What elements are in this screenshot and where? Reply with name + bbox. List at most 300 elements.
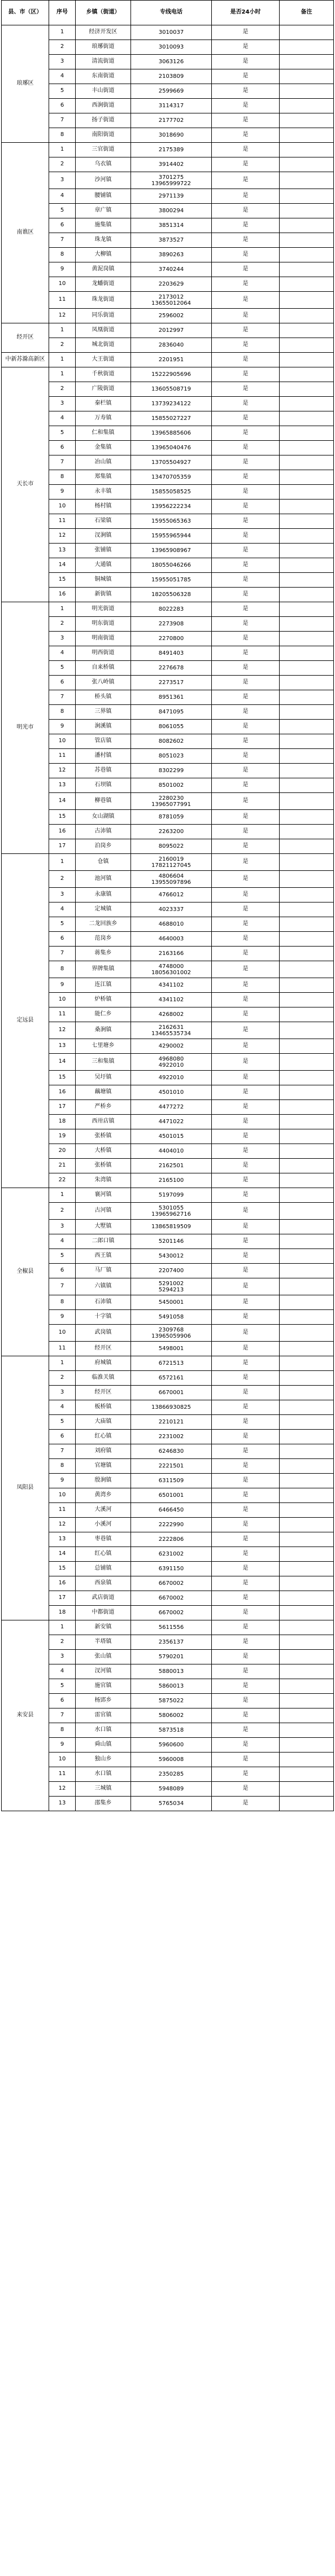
is-24h: 是	[212, 411, 280, 426]
town-name: 严桥乡	[76, 1100, 131, 1115]
phone-cell	[131, 1203, 212, 1220]
is-24h: 是	[212, 793, 280, 810]
phone-cell	[131, 40, 212, 55]
town-name: 苏巷镇	[76, 764, 131, 778]
phone-cell	[131, 218, 212, 233]
table-row	[2, 1620, 334, 1635]
town-name: 黄湾乡	[76, 1488, 131, 1503]
phone-number: 18055046266	[151, 562, 191, 568]
phone-number: 5873518	[158, 1727, 184, 1733]
town-name: 石梁镇	[76, 514, 131, 529]
is-24h: 是	[212, 764, 280, 778]
town-name: 汊涧镇	[76, 529, 131, 544]
phone-number: 6721513	[158, 1360, 184, 1366]
phone-cell	[131, 1708, 212, 1723]
phone-cell	[131, 292, 212, 309]
note-cell	[280, 309, 334, 323]
note-cell	[280, 825, 334, 839]
town-name: 半塔镇	[76, 1635, 131, 1650]
row-index: 14	[49, 1547, 76, 1562]
header-town: 乡镇（街道）	[76, 1, 131, 25]
table-row	[2, 338, 334, 353]
phone-number: 8471095	[158, 709, 184, 715]
table-row	[2, 993, 334, 1007]
phone-number: 8302299	[158, 768, 184, 774]
phone-number: 5806002	[158, 1712, 184, 1719]
phone-cell	[131, 25, 212, 40]
note-cell	[280, 1144, 334, 1159]
phone-number: 5960008	[158, 1756, 184, 1763]
row-index: 6	[49, 1264, 76, 1278]
town-name: 官塘镇	[76, 1459, 131, 1474]
phone-cell	[131, 1007, 212, 1022]
table-row	[2, 1547, 334, 1562]
row-index: 4	[49, 646, 76, 661]
note-cell	[280, 1415, 334, 1430]
table-row	[2, 1115, 334, 1129]
phone-cell	[131, 397, 212, 411]
phone-cell	[131, 1295, 212, 1310]
note-cell	[280, 1591, 334, 1606]
row-index: 4	[49, 1400, 76, 1415]
phone-cell	[131, 113, 212, 128]
is-24h: 是	[212, 1220, 280, 1234]
phone-cell	[131, 705, 212, 720]
is-24h: 是	[212, 40, 280, 55]
is-24h: 是	[212, 1371, 280, 1386]
row-index: 2	[49, 617, 76, 632]
note-cell	[280, 993, 334, 1007]
town-name: 施官镇	[76, 1679, 131, 1694]
phone-number: 6501001	[158, 1492, 184, 1499]
phone-number: 4268002	[158, 1011, 184, 1018]
town-name: 红心镇	[76, 1547, 131, 1562]
table-row	[2, 839, 334, 854]
table-row	[2, 1532, 334, 1547]
table-row	[2, 1039, 334, 1054]
row-index: 8	[49, 470, 76, 485]
is-24h: 是	[212, 1356, 280, 1371]
table-row	[2, 1679, 334, 1694]
row-index: 10	[49, 277, 76, 292]
row-index: 1	[49, 143, 76, 157]
note-cell	[280, 903, 334, 917]
note-cell	[280, 353, 334, 367]
note-cell	[280, 1342, 334, 1356]
table-row	[2, 1518, 334, 1532]
row-index: 13	[49, 1039, 76, 1054]
note-cell	[280, 544, 334, 558]
phone-number: 3010093	[158, 44, 184, 50]
note-cell	[280, 99, 334, 113]
note-cell	[280, 932, 334, 947]
note-cell	[280, 1007, 334, 1022]
town-name: 永丰镇	[76, 485, 131, 500]
is-24h: 是	[212, 382, 280, 397]
is-24h: 是	[212, 917, 280, 932]
phone-cell	[131, 573, 212, 588]
town-name: 总铺镇	[76, 1562, 131, 1576]
table-row	[2, 1650, 334, 1664]
row-index: 1	[49, 367, 76, 382]
row-index: 2	[49, 871, 76, 888]
table-row	[2, 367, 334, 382]
is-24h: 是	[212, 1415, 280, 1430]
is-24h: 是	[212, 1694, 280, 1708]
phone-cell	[131, 1325, 212, 1342]
table-row	[2, 646, 334, 661]
note-cell	[280, 661, 334, 676]
row-index: 16	[49, 1085, 76, 1100]
table-row	[2, 113, 334, 128]
phone-number: 3873527	[158, 237, 184, 243]
phone-cell	[131, 690, 212, 705]
is-24h: 是	[212, 1295, 280, 1310]
note-cell	[280, 441, 334, 455]
table-row	[2, 1173, 334, 1188]
table-row	[2, 397, 334, 411]
note-cell	[280, 1635, 334, 1650]
is-24h: 是	[212, 172, 280, 189]
phone-cell	[131, 810, 212, 825]
town-name: 邵集乡	[76, 1797, 131, 1811]
table-row	[2, 749, 334, 764]
phone-cell	[131, 1518, 212, 1532]
town-name: 腰铺镇	[76, 189, 131, 204]
town-name: 乌衣镇	[76, 157, 131, 172]
table-row	[2, 810, 334, 825]
note-cell	[280, 602, 334, 617]
note-cell	[280, 277, 334, 292]
phone-number: 15855058525	[151, 489, 191, 495]
note-cell	[280, 617, 334, 632]
phone-cell	[131, 978, 212, 993]
town-name: 沙河镇	[76, 172, 131, 189]
row-index: 10	[49, 1325, 76, 1342]
note-cell	[280, 793, 334, 810]
town-name: 藕塘镇	[76, 1085, 131, 1100]
phone-number: 6466450	[158, 1507, 184, 1513]
town-name: 清流街道	[76, 55, 131, 69]
row-index: 8	[49, 128, 76, 143]
note-cell	[280, 588, 334, 602]
phone-number: 2221501	[158, 1463, 184, 1469]
is-24h: 是	[212, 1650, 280, 1664]
town-name: 十字镇	[76, 1310, 131, 1325]
phone-number: 2201951	[158, 357, 184, 363]
phone-number: 6670002	[158, 1580, 184, 1587]
table-row	[2, 705, 334, 720]
phone-cell	[131, 854, 212, 871]
is-24h: 是	[212, 84, 280, 99]
row-index: 9	[49, 1474, 76, 1488]
is-24h: 是	[212, 1129, 280, 1144]
phone-cell	[131, 917, 212, 932]
town-name: 小溪河	[76, 1518, 131, 1532]
phone-number: 13965885606	[151, 430, 191, 436]
phone-cell	[131, 99, 212, 113]
phone-cell	[131, 617, 212, 632]
is-24h: 是	[212, 1310, 280, 1325]
is-24h: 是	[212, 323, 280, 338]
phone-number: 4341102	[158, 982, 184, 988]
phone-number: 2356137	[158, 1639, 184, 1645]
table-row	[2, 69, 334, 84]
is-24h: 是	[212, 903, 280, 917]
phone-number: 4404010	[158, 1148, 184, 1154]
phone-number: 5491058	[158, 1314, 184, 1320]
phone-number: 8781059	[158, 814, 184, 820]
note-cell	[280, 676, 334, 690]
header-phone: 专线电话	[131, 1, 212, 25]
town-name: 三界镇	[76, 705, 131, 720]
table-row	[2, 1415, 334, 1430]
is-24h: 是	[212, 1679, 280, 1694]
row-index: 15	[49, 810, 76, 825]
is-24h: 是	[212, 825, 280, 839]
is-24h: 是	[212, 978, 280, 993]
note-cell	[280, 1203, 334, 1220]
note-cell	[280, 455, 334, 470]
table-row	[2, 1723, 334, 1738]
table-row	[2, 1188, 334, 1203]
town-name: 三和集镇	[76, 1054, 131, 1071]
phone-number: 6572161	[158, 1375, 184, 1381]
phone-cell	[131, 1188, 212, 1203]
table-row	[2, 1371, 334, 1386]
phone-number: 18205506328	[151, 592, 191, 598]
table-row	[2, 84, 334, 99]
row-index: 3	[49, 172, 76, 189]
phone-number: 13865819509	[151, 1224, 191, 1230]
is-24h: 是	[212, 1188, 280, 1203]
note-cell	[280, 917, 334, 932]
phone-number: 13965999722	[151, 180, 191, 187]
row-index: 13	[49, 1532, 76, 1547]
town-name: 大溪河	[76, 1503, 131, 1518]
table-row	[2, 1606, 334, 1620]
row-index: 5	[49, 1249, 76, 1264]
note-cell	[280, 1039, 334, 1054]
row-index: 8	[49, 961, 76, 978]
town-name: 珠龙镇	[76, 233, 131, 248]
phone-cell	[131, 157, 212, 172]
town-name: 池河镇	[76, 871, 131, 888]
town-name: 水口镇	[76, 1767, 131, 1782]
phone-number: 5498001	[158, 1346, 184, 1352]
phone-cell	[131, 470, 212, 485]
town-name: 府城镇	[76, 1356, 131, 1371]
row-index: 6	[49, 218, 76, 233]
town-name: 殷涧镇	[76, 1474, 131, 1488]
phone-number: 13955097896	[151, 879, 191, 886]
phone-number: 5197099	[158, 1192, 184, 1198]
row-index: 6	[49, 441, 76, 455]
phone-cell	[131, 1371, 212, 1386]
table-row	[2, 1400, 334, 1415]
is-24h: 是	[212, 1249, 280, 1264]
note-cell	[280, 810, 334, 825]
phone-number: 13705504927	[151, 459, 191, 466]
row-index: 3	[49, 397, 76, 411]
town-name: 经济开发区	[76, 25, 131, 40]
note-cell	[280, 1234, 334, 1249]
phone-number: 4341102	[158, 997, 184, 1003]
phone-cell	[131, 646, 212, 661]
note-cell	[280, 84, 334, 99]
phone-cell	[131, 1159, 212, 1173]
phone-number: 13739234122	[151, 401, 191, 407]
is-24h: 是	[212, 888, 280, 903]
phone-number: 2276678	[158, 665, 184, 671]
row-index: 6	[49, 99, 76, 113]
phone-number: 2210121	[158, 1419, 184, 1425]
phone-number: 8022283	[158, 606, 184, 612]
row-index: 12	[49, 1518, 76, 1532]
table-row	[2, 888, 334, 903]
phone-number: 5960600	[158, 1742, 184, 1748]
row-index: 5	[49, 84, 76, 99]
row-index: 4	[49, 1234, 76, 1249]
row-index: 13	[49, 778, 76, 793]
phone-cell	[131, 204, 212, 218]
phone-number: 5880013	[158, 1668, 184, 1675]
table-row	[2, 1278, 334, 1295]
is-24h: 是	[212, 993, 280, 1007]
phone-cell	[131, 55, 212, 69]
row-index: 18	[49, 1115, 76, 1129]
is-24h: 是	[212, 947, 280, 961]
phone-number: 15855027227	[151, 415, 191, 422]
row-index: 12	[49, 529, 76, 544]
phone-cell	[131, 903, 212, 917]
table-row	[2, 55, 334, 69]
row-index: 19	[49, 1129, 76, 1144]
phone-number: 5860013	[158, 1683, 184, 1689]
phone-cell	[131, 661, 212, 676]
phone-number: 4688010	[158, 921, 184, 927]
row-index: 6	[49, 932, 76, 947]
phone-number: 5790201	[158, 1654, 184, 1660]
phone-number: 13866930825	[151, 1404, 191, 1410]
phone-number: 2222806	[158, 1536, 184, 1543]
phone-cell	[131, 172, 212, 189]
note-cell	[280, 248, 334, 262]
is-24h: 是	[212, 1007, 280, 1022]
row-index: 14	[49, 558, 76, 573]
town-name: 刘府镇	[76, 1444, 131, 1459]
table-row	[2, 690, 334, 705]
note-cell	[280, 514, 334, 529]
note-cell	[280, 1679, 334, 1694]
phone-cell	[131, 1071, 212, 1085]
town-name: 仁和集镇	[76, 426, 131, 441]
town-name: 朱湾镇	[76, 1173, 131, 1188]
phone-number: 2203629	[158, 281, 184, 287]
note-cell	[280, 705, 334, 720]
table-row	[2, 292, 334, 309]
phone-cell	[131, 262, 212, 277]
town-name: 南阳街道	[76, 128, 131, 143]
table-row	[2, 1100, 334, 1115]
town-name: 西卅店镇	[76, 1115, 131, 1129]
is-24h: 是	[212, 514, 280, 529]
row-index: 11	[49, 1342, 76, 1356]
row-index: 8	[49, 1459, 76, 1474]
phone-cell	[131, 455, 212, 470]
phone-number: 2222990	[158, 1522, 184, 1528]
note-cell	[280, 1188, 334, 1203]
is-24h: 是	[212, 573, 280, 588]
row-index: 15	[49, 1562, 76, 1576]
phone-cell	[131, 1474, 212, 1488]
phone-number: 17821127045	[151, 862, 191, 869]
row-index: 12	[49, 764, 76, 778]
is-24h: 是	[212, 1444, 280, 1459]
phone-cell	[131, 338, 212, 353]
phone-number: 18056301002	[151, 969, 191, 976]
row-index: 2	[49, 1203, 76, 1220]
is-24h: 是	[212, 1022, 280, 1039]
note-cell	[280, 1115, 334, 1129]
note-cell	[280, 157, 334, 172]
town-name: 张山镇	[76, 1650, 131, 1664]
phone-cell	[131, 720, 212, 734]
is-24h: 是	[212, 1474, 280, 1488]
row-index: 3	[49, 55, 76, 69]
phone-cell	[131, 1562, 212, 1576]
phone-number: 2836040	[158, 342, 184, 348]
is-24h: 是	[212, 1100, 280, 1115]
phone-cell	[131, 128, 212, 143]
phone-cell	[131, 1264, 212, 1278]
phone-number: 2263200	[158, 829, 184, 835]
town-name: 水口镇	[76, 1723, 131, 1738]
phone-number: 13965059906	[151, 1333, 191, 1339]
table-row	[2, 500, 334, 514]
town-name: 独山乡	[76, 1753, 131, 1767]
phone-cell	[131, 602, 212, 617]
is-24h: 是	[212, 1278, 280, 1295]
note-cell	[280, 1503, 334, 1518]
phone-number: 4806604	[158, 873, 184, 879]
phone-cell	[131, 588, 212, 602]
town-name: 明东街道	[76, 617, 131, 632]
table-row	[2, 1767, 334, 1782]
note-cell	[280, 367, 334, 382]
phone-cell	[131, 411, 212, 426]
town-name: 西涧街道	[76, 99, 131, 113]
phone-number: 4477272	[158, 1104, 184, 1110]
phone-cell	[131, 1635, 212, 1650]
phone-number: 5611556	[158, 1624, 184, 1631]
row-index: 13	[49, 544, 76, 558]
phone-number: 5450001	[158, 1299, 184, 1305]
row-index: 9	[49, 978, 76, 993]
note-cell	[280, 1664, 334, 1679]
phone-number: 2596002	[158, 313, 184, 319]
table-row	[2, 676, 334, 690]
phone-cell	[131, 1679, 212, 1694]
phone-cell	[131, 1620, 212, 1635]
town-name: 大墅镇	[76, 1220, 131, 1234]
phone-cell	[131, 764, 212, 778]
is-24h: 是	[212, 128, 280, 143]
table-row	[2, 1234, 334, 1249]
table-row	[2, 172, 334, 189]
town-name: 杨村镇	[76, 500, 131, 514]
town-name: 中都街道	[76, 1606, 131, 1620]
